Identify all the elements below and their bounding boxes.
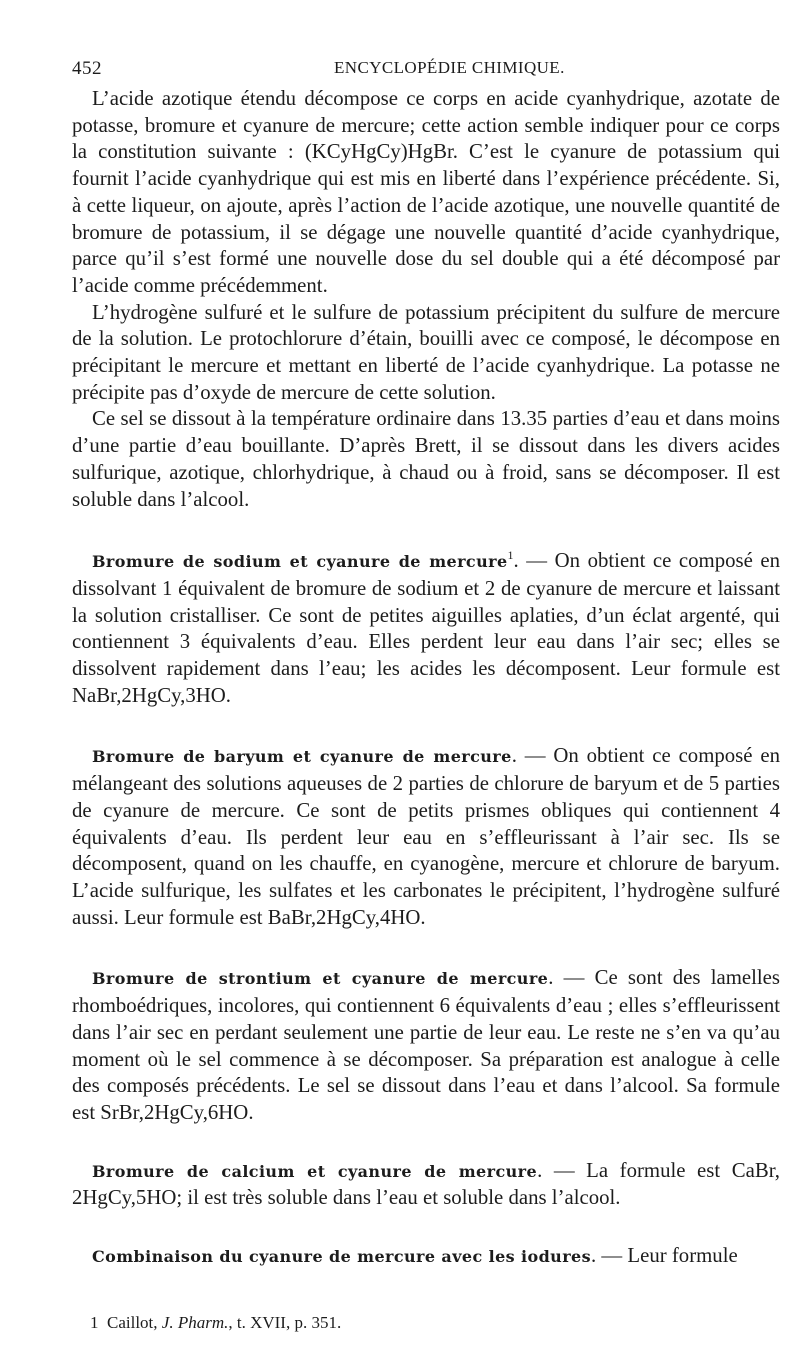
section-gap bbox=[72, 709, 780, 743]
section-strontium bbox=[72, 965, 780, 1126]
section-gap bbox=[72, 1212, 780, 1243]
section-heading-iodures: Combinaison du cyanure de mercure avec les iodures bbox=[92, 1247, 592, 1267]
section-baryum bbox=[72, 743, 780, 931]
footnote bbox=[90, 1312, 690, 1334]
section-calcium bbox=[72, 1158, 780, 1212]
section-gap bbox=[72, 1127, 780, 1158]
section-heading-strontium: Bromure de strontium et cyanure de mercure bbox=[92, 969, 549, 989]
footnote-number: 1 bbox=[90, 1313, 99, 1332]
footnote-author: Caillot, bbox=[107, 1313, 162, 1332]
body-text bbox=[72, 86, 780, 1271]
page-number: 452 bbox=[72, 58, 102, 79]
running-title: ENCYCLOPÉDIE CHIMIQUE. bbox=[334, 58, 565, 77]
paragraph-solubilite: Ce sel se dissout à la température ordinaire dans 13.35 parties d’eau et dans moins d’une partie d’eau bouillante. D’après Brett, il se dissout dans les divers acides sulfurique, azotique, chlorhydrique, à chaud ou à froid, sans se décomposer. Il est soluble dans l’alcool. bbox=[72, 407, 780, 511]
page-header bbox=[72, 58, 782, 86]
paragraph-acide-azotique: L’acide azotique étendu décompose ce corps en acide cyanhydrique, azotate de potasse, bromure et cyanure de mercure; cette action semble indiquer pour ce corps la constitution suivante : (KCyHgCy)HgBr. C’est le cyanure de potassium qui fournit l’acide cyanhydrique qui est mis en liberté dans l’expérience précédente. Si, à cette liqueur, on ajoute, après l’action de l’acide azotique, une nouvelle quantité de bromure de potassium, il se dégage une nouvelle quantité d’acide cyanhydrique, parce qu’il s’est formé une nouvelle dose du sel double qui a été décomposé par l’acide comme précédemment. bbox=[72, 87, 780, 297]
section-heading-calcium: Bromure de calcium et cyanure de mercure bbox=[92, 1161, 538, 1181]
section-heading-baryum: Bromure de baryum et cyanure de mercure bbox=[92, 747, 512, 767]
footnote-reference: 1 bbox=[507, 548, 514, 563]
section-gap bbox=[72, 931, 780, 965]
section-gap bbox=[72, 513, 780, 548]
footnote-journal: J. Pharm. bbox=[161, 1313, 229, 1332]
section-text-sodium: . — On obtient ce composé en dissolvant 1 équivalent de bromure de sodium et 2 de cyanure de mercure et laissant la solution cristalliser. Ce sont de petites aiguilles aplaties, d’un éclat argenté, qui contiennent 3 équivalents d’eau. Elles perdent leur eau dans l’air sec; elles se dissolvent rapidement dans l’eau; les acides les décomposent. Leur formule est NaBr,2HgCy,3HO. bbox=[72, 549, 781, 707]
section-text-iodures: . — Leur formule bbox=[591, 1244, 738, 1268]
section-heading-sodium: Bromure de sodium et cyanure de mercure bbox=[92, 552, 508, 572]
footnote-reference-detail: , t. XVII, p. 351. bbox=[228, 1313, 342, 1332]
section-text-baryum: . — On obtient ce composé en mélangeant des solutions aqueuses de 2 parties de chlorure de baryum et de 5 parties de cyanure de mercure. Ce sont de petits prismes obliques qui contiennent 4 équivalents d’eau. Ils perdent leur eau en s’effleurissant à l’air sec. Ils se décomposent, quand on les chauffe, en cyanogène, mercure et chlorure de baryum. L’acide sulfurique, les sulfates et les carbonates le précipitent, l’hydrogène sulfuré aussi. Leur formule est BaBr,2HgCy,4HO. bbox=[72, 744, 780, 929]
section-text-calcium: . — La formule est CaBr, 2HgCy,5HO; il est très soluble dans l’eau et soluble dans l’alcool. bbox=[72, 1158, 780, 1210]
section-sodium bbox=[72, 548, 780, 709]
paragraph-hydrogene-sulfure: L’hydrogène sulfuré et le sulfure de potassium précipitent du sulfure de mercure de la solution. Le protochlorure d’étain, bouilli avec ce composé, le décompose en précipitant le mercure et mettant en liberté de l’acide cyanhydrique. La potasse ne précipite pas d’oxyde de mercure de cette solution. bbox=[72, 300, 780, 404]
section-text-strontium: . — Ce sont des lamelles rhomboédriques, incolores, qui contiennent 6 équivalents d’eau ; elles s’effleurissent dans l’air sec en perdant seulement une partie de leur eau. Le reste ne s’en va qu’au moment où le sel commence à se décomposer. Sa préparation est analogue à celle des composés précédents. Le sel se dissout dans l’eau et dans l’alcool. Sa formule est SrBr,2HgCy,6HO. bbox=[72, 966, 780, 1124]
section-iodures bbox=[72, 1243, 780, 1271]
